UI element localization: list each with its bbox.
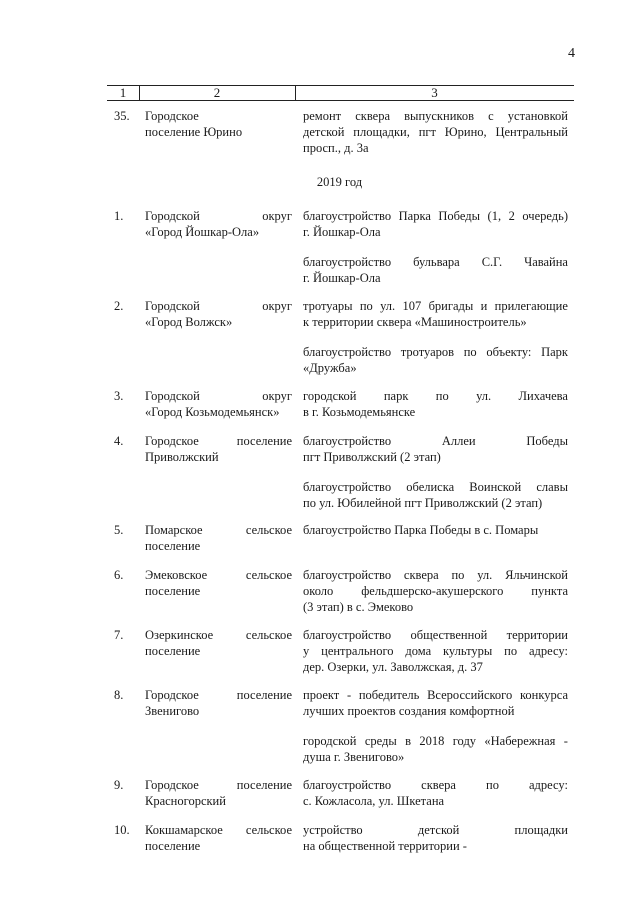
object-cell	[303, 687, 568, 765]
municipality-line: «Город Козьмодемьянск»	[145, 405, 280, 419]
object-line: благоустройство бульвара С.Г. Чавайна	[303, 255, 568, 269]
municipality-line: поселение	[145, 584, 201, 598]
row-number: 35.	[114, 109, 130, 123]
object-cell	[303, 298, 568, 376]
municipality-cell	[145, 108, 292, 140]
object-line: благоустройство Аллеи Победы	[303, 434, 568, 448]
object-paragraph	[303, 208, 568, 240]
object-line: «Дружба»	[303, 361, 357, 375]
municipality-cell	[145, 822, 292, 854]
object-line: благоустройство Парка Победы (1, 2 очередь)	[303, 209, 568, 223]
object-line: пгт Приволжский (2 этап)	[303, 450, 441, 464]
municipality-cell	[145, 777, 292, 809]
object-line: благоустройство сквера по адресу:	[303, 778, 568, 792]
municipality-cell	[145, 687, 292, 719]
row-number: 1.	[114, 209, 124, 223]
object-paragraph	[303, 522, 568, 538]
row-number: 9.	[114, 778, 124, 792]
object-paragraph	[303, 344, 568, 376]
object-line: с. Кожласола, ул. Шкетана	[303, 794, 445, 808]
object-line: по ул. Юбилейной пгт Приволжский (2 этап)	[303, 496, 543, 510]
object-paragraph	[303, 777, 568, 809]
row-number: 8.	[114, 688, 124, 702]
object-cell	[303, 822, 568, 854]
municipality-cell	[145, 433, 292, 465]
row-number: 5.	[114, 523, 124, 537]
year-heading: 2019 год	[316, 175, 363, 189]
municipality-cell	[145, 627, 292, 659]
row-number: 3.	[114, 389, 124, 403]
object-paragraph	[303, 108, 568, 156]
municipality-line: Городской округ	[145, 389, 292, 403]
object-cell	[303, 627, 568, 675]
municipality-line: Кокшамарское сельское	[145, 823, 292, 837]
object-line: благоустройство Парка Победы в с. Помары	[303, 523, 539, 537]
object-paragraph	[303, 479, 568, 511]
row-number: 6.	[114, 568, 124, 582]
object-paragraph	[303, 388, 568, 420]
object-paragraph	[303, 433, 568, 465]
object-line: проект - победитель Всероссийского конкурса	[303, 688, 568, 702]
municipality-line: поселение	[145, 839, 201, 853]
object-line: г. Йошкар-Ола	[303, 271, 381, 285]
object-cell	[303, 208, 568, 286]
municipality-line: «Город Волжск»	[145, 315, 233, 329]
header-col-3: 3	[431, 85, 438, 100]
object-paragraph	[303, 298, 568, 330]
municipality-line: Озеркинское сельское	[145, 628, 292, 642]
object-cell	[303, 388, 568, 420]
municipality-line: поселение	[145, 644, 201, 658]
object-line: благоустройство тротуаров по объекту: Парк	[303, 345, 568, 359]
municipality-line: поселение Юрино	[145, 125, 243, 139]
object-line: (3 этап) в с. Эмеково	[303, 600, 414, 614]
municipality-line: поселение	[145, 539, 201, 553]
object-line: городской парк по ул. Лихачева	[303, 389, 568, 403]
header-col-1: 1	[119, 85, 127, 100]
object-line: городской среды в 2018 году «Набережная -	[303, 734, 568, 748]
municipality-line: Городское	[145, 109, 199, 123]
object-line: у центрального дома культуры по адресу:	[303, 644, 568, 658]
object-cell	[303, 777, 568, 809]
object-line: к территории сквера «Машиностроитель»	[303, 315, 527, 329]
row-number: 4.	[114, 434, 124, 448]
object-line: просп., д. 3а	[303, 141, 369, 155]
object-paragraph	[303, 567, 568, 615]
object-line: благоустройство обелиска Воинской славы	[303, 480, 568, 494]
municipality-cell	[145, 567, 292, 599]
object-paragraph	[303, 254, 568, 286]
object-line: устройство детской площадки	[303, 823, 568, 837]
row-number: 7.	[114, 628, 124, 642]
object-cell	[303, 567, 568, 615]
municipality-line: Городское поселение	[145, 688, 292, 702]
object-cell	[303, 522, 568, 538]
object-line: детской площадки, пгт Юрино, Центральный	[303, 125, 568, 139]
municipality-line: Городское поселение	[145, 778, 292, 792]
object-paragraph	[303, 687, 568, 719]
object-line: на общественной территории -	[303, 839, 467, 853]
object-line: душа г. Звенигово»	[303, 750, 405, 764]
object-line: дер. Озерки, ул. Заволжская, д. 37	[303, 660, 483, 674]
object-paragraph	[303, 822, 568, 854]
municipality-line: Звенигово	[145, 704, 200, 718]
municipality-line: Красногорский	[145, 794, 226, 808]
page-number: 4	[568, 46, 575, 61]
header-col-2: 2	[213, 85, 221, 100]
object-cell	[303, 108, 568, 156]
municipality-line: Городской округ	[145, 299, 292, 313]
municipality-line: Городское поселение	[145, 434, 292, 448]
object-paragraph	[303, 733, 568, 765]
municipality-line: «Город Йошкар-Ола»	[145, 225, 260, 239]
municipality-cell	[145, 388, 292, 420]
object-line: около фельдшерско-акушерского пункта	[303, 584, 568, 598]
row-number: 2.	[114, 299, 124, 313]
object-cell	[303, 433, 568, 511]
municipality-cell	[145, 208, 292, 240]
municipality-line: Эмековское сельское	[145, 568, 292, 582]
municipality-line: Приволжский	[145, 450, 219, 464]
table-header	[107, 85, 574, 101]
row-number: 10.	[114, 823, 130, 837]
object-line: благоустройство общественной территории	[303, 628, 568, 642]
object-line: благоустройство сквера по ул. Яльчинской	[303, 568, 568, 582]
object-line: ремонт сквера выпускников с установкой	[303, 109, 568, 123]
municipality-line: Помарское сельское	[145, 523, 292, 537]
object-line: тротуары по ул. 107 бригады и прилегающие	[303, 299, 568, 313]
municipality-cell	[145, 522, 292, 554]
object-paragraph	[303, 627, 568, 675]
municipality-cell	[145, 298, 292, 330]
object-line: лучших проектов создания комфортной	[303, 704, 515, 718]
object-line: в г. Козьмодемьянске	[303, 405, 416, 419]
object-line: г. Йошкар-Ола	[303, 225, 381, 239]
municipality-line: Городской округ	[145, 209, 292, 223]
